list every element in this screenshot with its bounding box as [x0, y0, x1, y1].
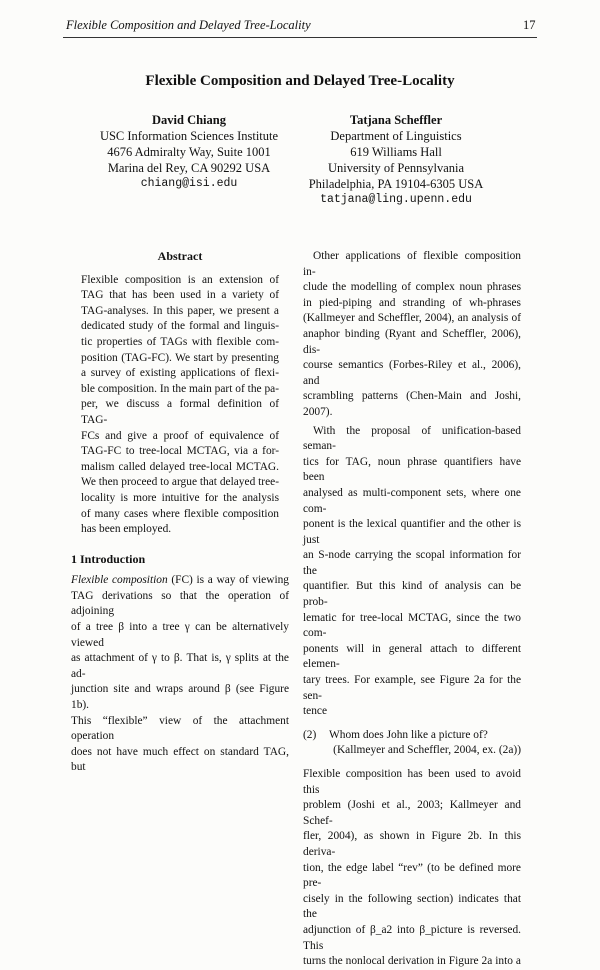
left-column — [71, 249, 289, 776]
body-line: analysed as multi-component sets, where one com- — [303, 486, 521, 515]
example-sentence: Whom does John like a picture of? — [329, 728, 488, 741]
body-line: clude the modelling of complex noun phrases — [303, 281, 521, 294]
author-email: chiang@isi.edu — [140, 177, 238, 190]
abstract-line: locality is more intuitive for the analysis — [81, 491, 279, 504]
paper-title: Flexible Composition and Delayed Tree-Locality — [145, 73, 455, 89]
intro-line: junction site and wraps around β (see Figure 1b). — [71, 683, 289, 712]
intro-line: as attachment of γ to β. That is, γ splits at the ad- — [71, 652, 289, 680]
section-heading-introduction: 1 Introduction — [71, 551, 146, 566]
introduction-body — [71, 573, 289, 776]
body-line: Other applications of flexible composition in- — [303, 250, 521, 278]
abstract-line: TAG-analyses. In this paper, we present a — [81, 304, 279, 317]
intro-line: of a tree β into a tree γ can be alternatively viewed — [71, 621, 289, 649]
term-flexible-composition: Flexible composition — [71, 574, 168, 587]
abstract-line: TAG that has been used in a variety of — [81, 289, 279, 302]
abstract-heading: Abstract — [157, 249, 203, 263]
author-name: Tatjana Scheffler — [349, 113, 443, 127]
abstract-line: TAG-FC to tree-local MCTAG, via a for- — [81, 445, 279, 458]
intro-line: does not have much effect on standard TAG, but — [71, 745, 289, 774]
intro-line: TAG derivations so that the operation of adjoining — [71, 589, 289, 618]
body-line: in pied-piping and stranding of wh-phrases — [303, 296, 521, 309]
body-line: Flexible composition has been used to avoid this — [303, 768, 521, 796]
paragraph-applications — [303, 249, 521, 421]
body-line: adjunction of β_a2 into β_picture is reversed. This — [303, 923, 521, 952]
abstract-line: ble composition. In the main part of the pa- — [81, 382, 279, 395]
body-line: scrambling patterns (Chen-Main and Joshi, 2007). — [303, 390, 521, 418]
body-line: anaphor binding (Ryant and Scheffler, 2006), dis- — [303, 327, 521, 356]
body-line: lematic for tree-local MCTAG, since the two com- — [303, 611, 521, 640]
body-line: tics for TAG, noun phrase quantifiers have been — [303, 455, 521, 484]
running-title: Flexible Composition and Delayed Tree-Locality — [66, 18, 311, 32]
paragraph-flexible-composition — [303, 767, 521, 970]
example-number: (2) — [303, 728, 317, 741]
author-address: Marina del Rey, CA 90292 USA — [107, 161, 271, 175]
abstract-line: malism called delayed tree-local MCTAG. — [81, 460, 279, 473]
abstract-line: a survey of existing applications of flexi- — [81, 367, 279, 380]
abstract-body — [71, 273, 289, 538]
abstract-line: per, we discuss a formal definition of TAG- — [81, 398, 279, 426]
header-rule — [63, 37, 537, 38]
abstract-line: has been employed. — [81, 523, 172, 536]
abstract-line: FCs and give a proof of equivalence of — [81, 429, 279, 442]
author-address: 4676 Admiralty Way, Suite 1001 — [107, 145, 271, 159]
author-address: Philadelphia, PA 19104-6305 USA — [308, 177, 484, 191]
body-line: problem (Joshi et al., 2003; Kallmeyer and Schef- — [303, 799, 521, 827]
abstract-line: of many cases where flexible composition — [81, 507, 279, 520]
author-affiliation: USC Information Sciences Institute — [99, 129, 279, 143]
body-line: cisely in the following section) indicates that the — [303, 892, 521, 921]
body-line: ponent is the lexical quantifier and the other is just — [303, 518, 521, 546]
abstract-line: position (TAG-FC). We start by presenting — [81, 351, 279, 364]
body-line: tary trees. For example, see Figure 2a for the sen- — [303, 674, 521, 702]
body-line: turns the nonlocal derivation in Figure 2a into a — [303, 955, 521, 968]
author-address: University of Pennsylvania — [327, 161, 465, 175]
body-line: course semantics (Forbes-Riley et al., 2006), and — [303, 359, 521, 387]
example-2 — [303, 728, 521, 759]
author-affiliation: Department of Linguistics — [330, 129, 462, 143]
abstract-line: tic properties of TAGs with flexible com- — [81, 335, 279, 348]
body-line: an S-node carrying the scopal information for the — [303, 549, 521, 577]
body-line: tence — [303, 705, 328, 718]
page-number: 17 — [523, 18, 536, 32]
paragraph-unification — [303, 424, 521, 720]
author-block-scheffler — [276, 112, 516, 208]
author-name: David Chiang — [152, 113, 226, 127]
example-citation: (Kallmeyer and Scheffler, 2004, ex. (2a)) — [333, 744, 521, 757]
body-line: quantifier. But this kind of analysis can be prob- — [303, 580, 521, 609]
abstract-line: Flexible composition is an extension of — [81, 273, 279, 286]
abstract-line: We then proceed to argue that delayed tree- — [81, 476, 279, 489]
intro-line: This “flexible” view of the attachment operation — [71, 714, 289, 743]
body-line: fler, 2004), as shown in Figure 2b. In this deriva- — [303, 830, 521, 858]
body-line: tion, the edge label “rev” (to be defined more pre- — [303, 861, 521, 890]
right-column — [303, 249, 521, 970]
author-block-chiang — [69, 112, 309, 192]
intro-line: Flexible composition (FC) is a way of viewing — [71, 574, 289, 587]
body-line: With the proposal of unification-based seman- — [303, 424, 521, 453]
author-email: tatjana@ling.upenn.edu — [320, 193, 472, 206]
abstract-line: dedicated study of the formal and linguis- — [81, 320, 279, 333]
body-line: ponents will in general attach to different elemen- — [303, 642, 521, 671]
body-line: (Kallmeyer and Scheffler, 2004), an analysis of — [303, 312, 521, 325]
author-address: 619 Williams Hall — [350, 145, 442, 159]
